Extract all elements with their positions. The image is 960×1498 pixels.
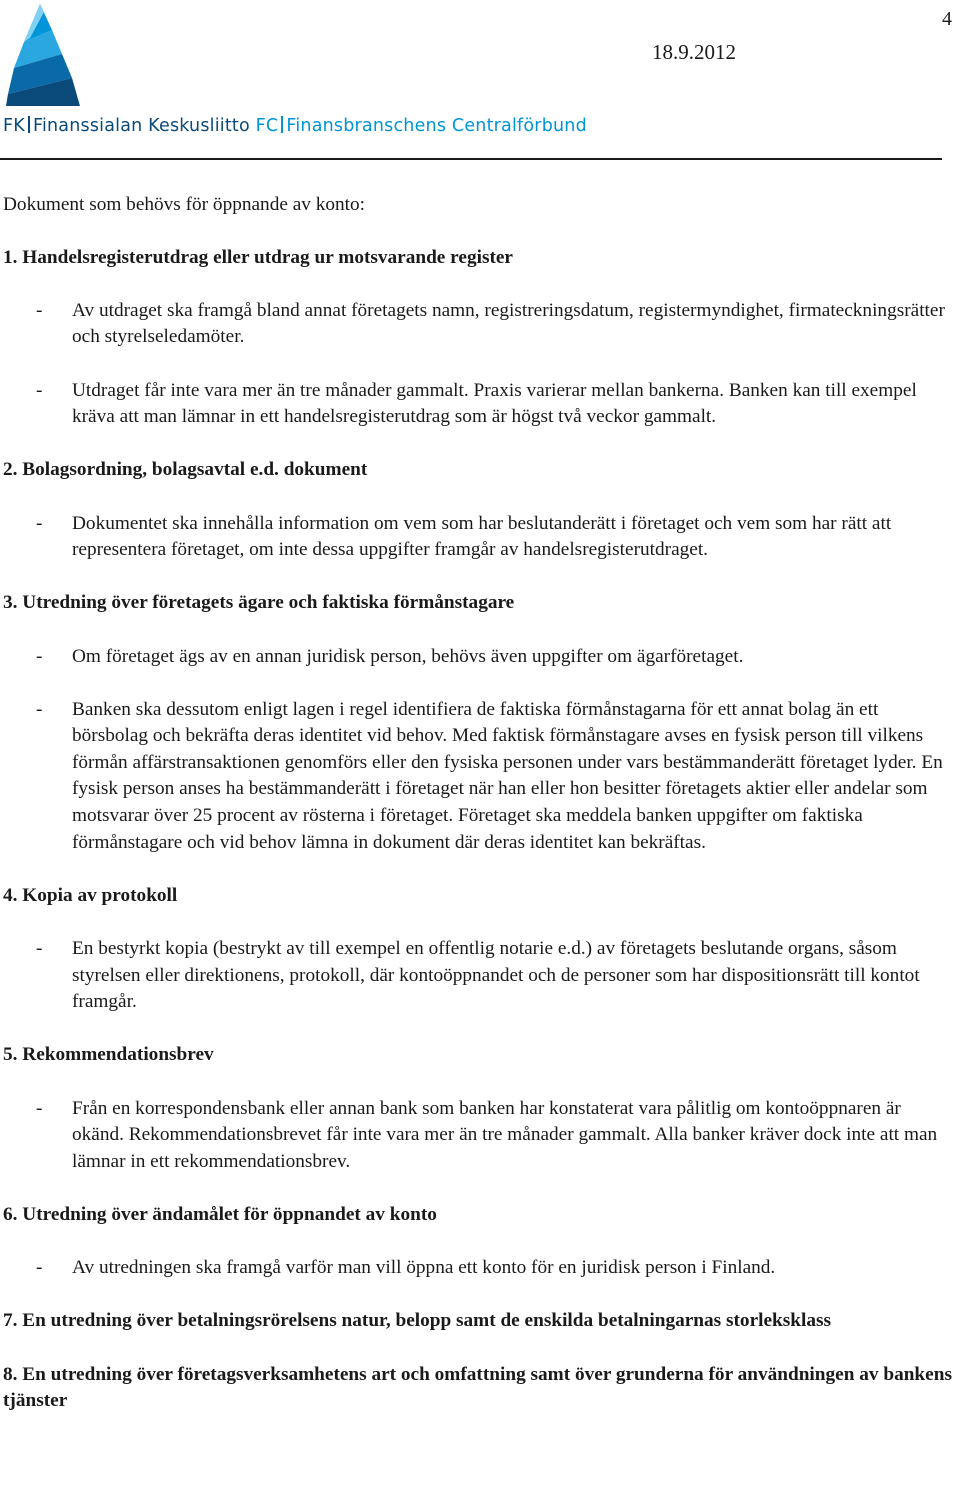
section-7 <box>3 1308 955 1335</box>
section-heading: 1. Handelsregisterutdrag eller utdrag ur motsvarande register <box>3 246 513 268</box>
section-heading: 7. En utredning över betalningsrörelsens natur, belopp samt de enskilda betalningarnas storleksklass <box>3 1310 831 1332</box>
section-heading: 4. Kopia av protokoll <box>3 884 178 906</box>
document-body <box>3 192 955 1441</box>
section-1 <box>3 245 955 431</box>
section-4 <box>3 883 955 1016</box>
brand-separator <box>28 116 30 133</box>
section-heading: 6. Utredning över ändamålet för öppnandet av konto <box>3 1203 437 1225</box>
section-heading: 8. En utredning över företagsverksamhetens art och omfattning samt över grunderna för användningen av bankens tjänster <box>3 1363 952 1412</box>
section-heading: 2. Bolagsordning, bolagsavtal e.d. dokument <box>3 459 368 481</box>
brand-separator <box>281 116 283 133</box>
list-item: - Banken ska dessutom enligt lagen i regel identifiera de faktiska förmånstagarna för ett annat bolag än ett börsbolag och bekräfta deras identitet vid behov. Med faktisk förmånstagare avses en fysisk person till vilkens förmån affärstransaktionen genomförs eller den fysiska personen under vars bestämmanderätt företaget lyder. En fysisk person anses ha bestämmanderätt i företaget när han eller hon besitter företagets aktier eller andelar som motsvarar över 25 procent av rösterna i företaget. Företaget ska meddela banken uppgifter om faktiska förmånstagare och vid behov lämna in dokument där deras identitet kan bekräftas. <box>36 698 943 853</box>
page-number: 4 <box>942 8 952 30</box>
org-fi-abbr: FK <box>3 116 25 136</box>
list-item: - Om företaget ägs av en annan juridisk person, behövs även uppgifter om ägarföretaget. <box>36 645 744 667</box>
section-heading: 3. Utredning över företagets ägare och faktiska förmånstagare <box>3 592 515 614</box>
list-item: - Dokumentet ska innehålla information om vem som har beslutanderätt i företaget och vem som har rätt att representera företaget, om inte dessa uppgifter framgår av handelsregisterutdraget. <box>36 512 892 561</box>
list-item: - Utdraget får inte vara mer än tre månader gammalt. Praxis varierar mellan bankerna. Banken kan till exempel kräva att man lämnar in ett handelsregisterutdrag som är högst två veckor gammalt. <box>36 379 917 428</box>
section-8 <box>3 1362 955 1415</box>
section-3 <box>3 590 955 856</box>
org-sv-abbr: FC <box>255 116 279 136</box>
section-heading: 5. Rekommendationsbrev <box>3 1044 214 1066</box>
list-item: - Av utdraget ska framgå bland annat företagets namn, registreringsdatum, registermyndighet, firmateckningsrätter och styrelseledamöter. <box>36 299 945 348</box>
header-divider <box>0 158 942 160</box>
intro-text: Dokument som behövs för öppnande av konto: <box>3 194 366 215</box>
document-date: 18.9.2012 <box>652 40 736 64</box>
list-item: - Av utredningen ska framgå varför man vill öppna ett konto för en juridisk person i Finland. <box>36 1257 776 1279</box>
section-6 <box>3 1202 955 1282</box>
org-fi-name: Finanssialan Keskusliitto <box>32 116 250 136</box>
organization-brand <box>3 116 587 136</box>
list-item: - Från en korrespondensbank eller annan bank som banken har konstaterat vara pålitlig om kontoöppnaren är okänd. Rekommendationsbrevet får inte vara mer än tre månader gammalt. Alla banker kräver dock inte att man lämnar in ett rekommendationsbrev. <box>36 1097 938 1172</box>
section-5 <box>3 1042 955 1175</box>
section-2 <box>3 457 955 563</box>
fk-fc-triangle-logo-icon <box>4 2 80 106</box>
list-item: - En bestyrkt kopia (bestrykt av till exempel en offentlig notarie e.d.) av företagets beslutande organs, såsom styrelsen eller direktionens, protokoll, där kontoöppnandet och de personer som har dispositionsrätt till kontot framgår. <box>36 938 920 1013</box>
org-sv-name: Finansbranschens Centralförbund <box>286 116 587 136</box>
